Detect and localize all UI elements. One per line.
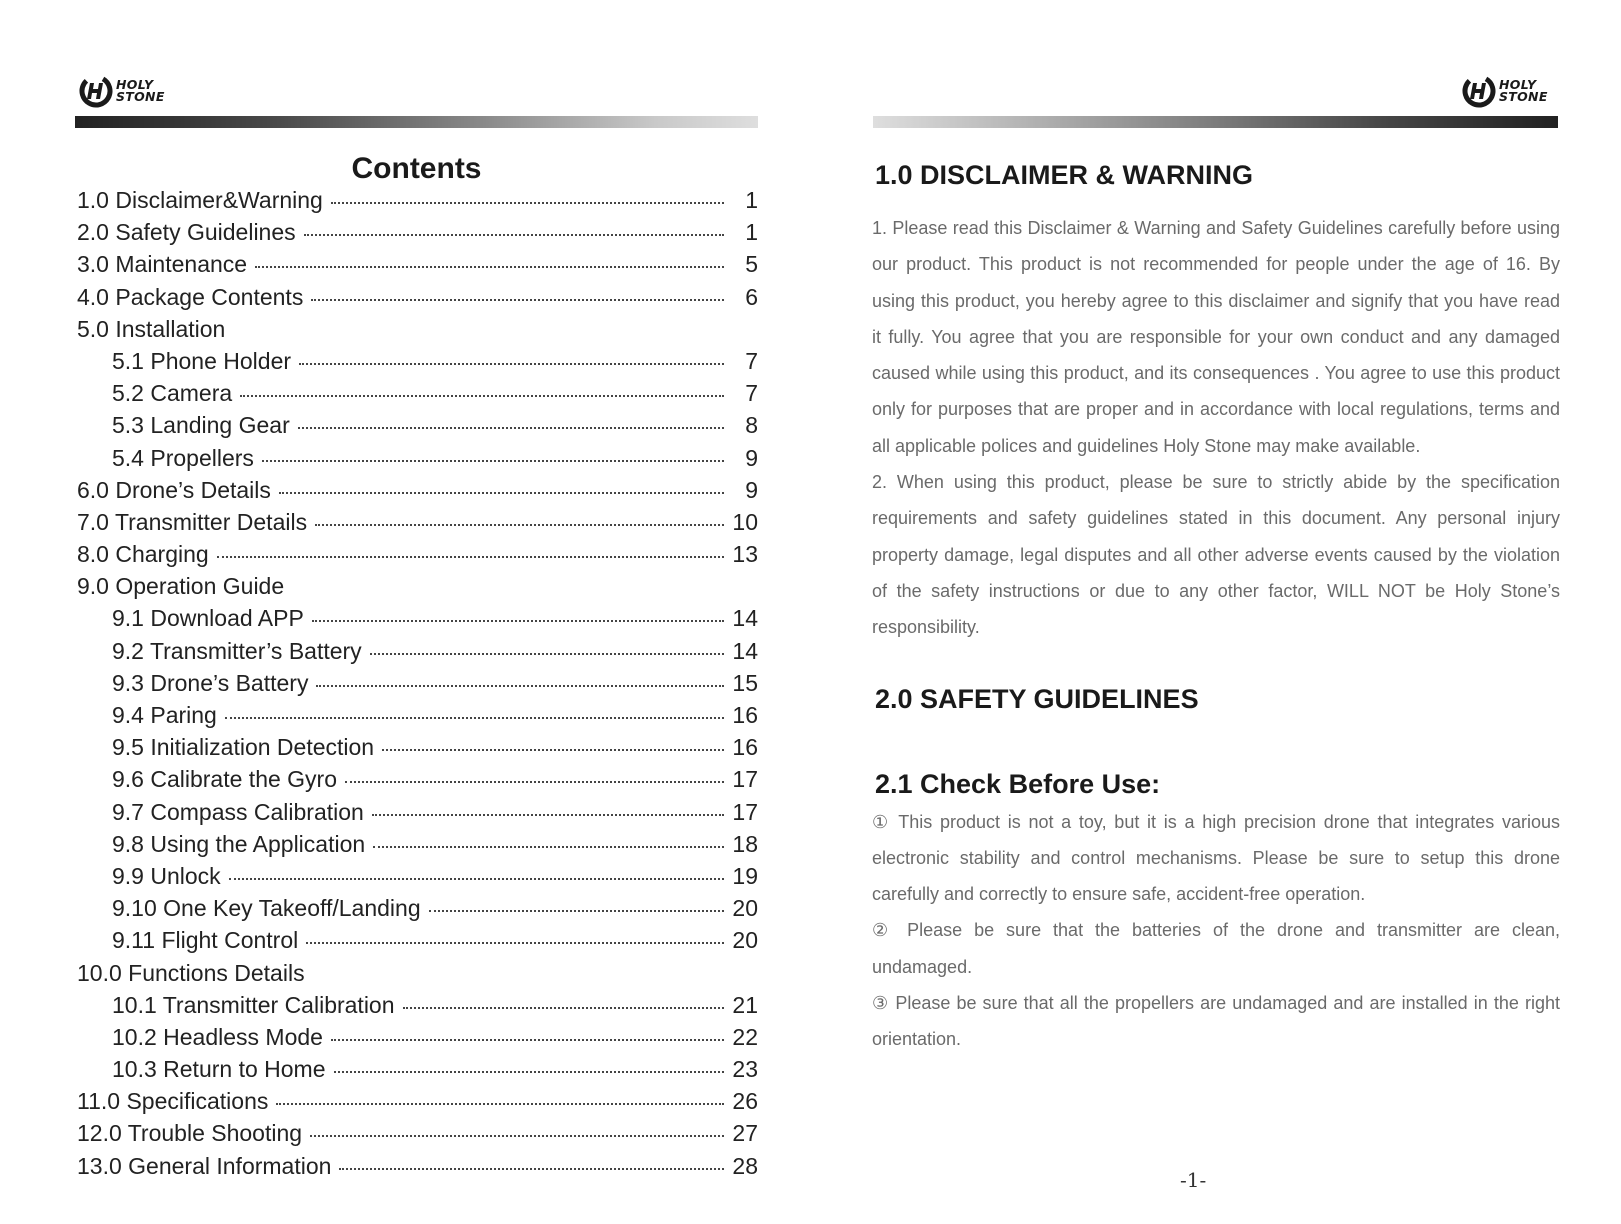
toc-dot-leader [372,810,724,816]
toc-entry-label: 10.3 Return to Home [112,1056,326,1083]
toc-entry [77,799,758,831]
brand-line-1: HOLY [116,77,154,92]
toc-entry [77,380,758,412]
toc-entry-label: 6.0 Drone’s Details [77,476,271,503]
toc-entry-page: 1 [745,219,758,246]
holy-stone-logo-icon [1462,74,1496,108]
toc-entry-page: 22 [732,1023,758,1050]
toc-dot-leader [240,391,724,397]
toc-entry-page: 21 [732,991,758,1018]
toc-entry [77,251,758,283]
toc-entry-label: 5.1 Phone Holder [112,347,292,374]
brand-logo [1462,74,1548,108]
toc-entry-page: 6 [745,283,758,310]
toc-entry-label: 8.0 Charging [77,541,209,568]
toc-entry-page: 17 [732,766,758,793]
toc-entry-page: 15 [732,669,758,696]
toc-entry-label: 7.0 Transmitter Details [77,508,308,535]
safety-heading: 2.0 SAFETY GUIDELINES [875,683,1199,714]
toc-dot-leader [304,230,724,236]
toc-dot-leader [310,1131,724,1137]
toc-entry-page: 5 [745,251,758,278]
toc-dot-leader [373,842,724,848]
toc-entry [77,541,758,573]
page-number: -1- [1180,1168,1207,1192]
brand-line-2: STONE [116,89,165,104]
toc-entry [77,1153,758,1185]
toc-entry [77,605,758,637]
toc-entry-label: 9.5 Initialization Detection [112,734,375,761]
toc-entry-label: 9.4 Paring [112,702,217,728]
toc-dot-leader [298,423,724,429]
toc-entry [77,992,758,1024]
toc-entry-page: 16 [732,702,758,728]
toc-dot-leader [382,745,724,751]
toc-entry [77,348,758,380]
toc-entry-page: 14 [732,637,758,664]
toc-entry-label: 3.0 Maintenance [77,251,248,278]
toc-entry [77,863,758,895]
safety-item: ③ Please be sure that all the propellers are undamaged and are installed in the right orientation. [872,993,1560,1050]
toc-entry-label: 9.10 One Key Takeoff/Landing [112,895,421,922]
toc-entry-label: 2.0 Safety Guidelines [77,219,296,246]
toc-entry-page: 23 [732,1056,758,1083]
right-page [810,0,1621,1224]
toc-dot-leader [299,359,724,365]
toc-dot-leader [334,1067,724,1073]
toc-entry [77,734,758,766]
toc-entry-label: 4.0 Package Contents [77,283,304,310]
toc-dot-leader [315,520,724,526]
toc-dot-leader [255,262,724,268]
toc-entry-page: 19 [732,862,758,889]
toc-dot-leader [312,616,724,622]
toc-dot-leader [331,1035,724,1041]
table-of-contents [77,187,758,1185]
toc-entry-page: 10 [732,508,758,535]
toc-entry-label: 9.8 Using the Application [112,830,366,857]
disclaimer-paragraph: 1. Please read this Disclaimer & Warning and Safety Guidelines carefully before using our product. This product is not recommended for people under the age of 16. By using this product, you hereby agree to this disclaimer and signify that you have read it fully. You agree that you are responsible for your own conduct and any damaged caused while using this product, and its consequences . You agree to use this product only for purposes that are proper and in accordance with local regulations, terms and all applicable polices and guidelines Holy Stone may make available. [872,218,1560,456]
toc-entry-label: 10.1 Transmitter Calibration [112,991,395,1018]
toc-dot-leader [262,456,724,462]
toc-entry [77,1120,758,1152]
toc-entry-label: 5.0 Installation [77,315,226,342]
toc-entry-page: 9 [745,444,758,471]
toc-entry [77,412,758,444]
toc-entry-label: 10.0 Functions Details [77,959,305,986]
toc-entry-label: 11.0 Specifications [77,1088,269,1115]
toc-dot-leader [311,295,724,301]
toc-entry [77,573,758,605]
toc-entry [77,316,758,348]
toc-dot-leader [429,906,724,912]
toc-entry [77,477,758,509]
toc-entry-page: 13 [732,541,758,568]
left-page [0,0,810,1224]
toc-dot-leader [306,938,724,944]
toc-entry-label: 5.2 Camera [112,380,233,407]
brand-logo [79,74,165,108]
toc-entry [77,1056,758,1088]
toc-entry-label: 9.1 Download APP [112,605,304,632]
toc-entry [77,284,758,316]
toc-entry-page: 9 [745,476,758,503]
toc-entry-page: 28 [732,1152,758,1179]
toc-entry [77,831,758,863]
toc-entry [77,219,758,251]
toc-dot-leader [217,552,724,558]
toc-entry-label: 9.11 Flight Control [112,927,299,954]
toc-entry-label: 9.3 Drone’s Battery [112,669,309,696]
toc-dot-leader [276,1099,724,1105]
toc-entry-label: 9.6 Calibrate the Gyro [112,766,338,793]
toc-entry-page: 16 [732,734,758,761]
toc-dot-leader [403,1003,724,1009]
header-gradient-bar [873,116,1558,128]
toc-entry-page: 14 [732,605,758,632]
toc-entry-page: 27 [732,1120,758,1147]
toc-entry-page: 7 [745,380,758,407]
toc-entry [77,670,758,702]
toc-dot-leader [316,681,724,687]
toc-entry [77,445,758,477]
header-gradient-bar [75,116,758,128]
toc-entry [77,895,758,927]
disclaimer-heading: 1.0 DISCLAIMER & WARNING [875,160,1254,190]
toc-entry-page: 17 [732,798,758,825]
toc-entry-page: 8 [745,412,758,439]
toc-title: Contents [351,152,482,185]
toc-dot-leader [345,777,724,783]
toc-entry-page: 18 [732,830,758,857]
toc-entry [77,509,758,541]
toc-entry [77,1024,758,1056]
toc-entry-label: 9.0 Operation Guide [77,573,285,600]
toc-entry-page: 20 [732,895,758,922]
holy-stone-logo-icon [79,74,113,108]
toc-entry-page: 7 [745,347,758,374]
toc-entry [77,766,758,798]
toc-entry-label: 10.2 Headless Mode [112,1023,323,1050]
toc-entry-page: 1 [745,187,758,213]
toc-dot-leader [339,1164,724,1170]
toc-entry [77,960,758,992]
toc-entry [77,702,758,734]
toc-entry-label: 1.0 Disclaimer&Warning [77,187,323,213]
toc-entry-label: 5.4 Propellers [112,444,254,471]
toc-entry-page: 26 [732,1088,758,1115]
check-before-use-heading: 2.1 Check Before Use: [875,768,1161,799]
toc-entry [77,1088,758,1120]
toc-entry [77,187,758,219]
toc-entry-label: 9.7 Compass Calibration [112,798,364,825]
page-content [872,150,1560,1058]
toc-dot-leader [331,198,724,204]
disclaimer-paragraph: 2. When using this product, please be sure to strictly abide by the specification requirements and safety guidelines stated in this document. Any personal injury property damage, legal disputes and all other adverse events caused by the violation of the safety instructions or due to any other factor, WILL NOT be Holy Stone’s responsibility. [872,472,1560,638]
toc-dot-leader [229,874,724,880]
brand-wordmark [116,79,165,103]
toc-entry-label: 9.9 Unlock [112,862,221,889]
toc-dot-leader [370,649,724,655]
toc-entry [77,927,758,959]
toc-dot-leader [279,488,724,494]
toc-entry-label: 9.2 Transmitter’s Battery [112,637,362,664]
safety-item: ① This product is not a toy, but it is a high precision drone that integrates various electronic stability and control mechanisms. Please be sure to setup this drone carefully and correctly to ensure safe, accident-free operation. [872,811,1560,905]
safety-item: ② Please be sure that the batteries of the drone and transmitter are clean, undamaged. [872,920,1560,977]
toc-entry [77,638,758,670]
brand-line-2: STONE [1499,89,1548,104]
toc-entry-label: 5.3 Landing Gear [112,412,290,439]
toc-entry-label: 12.0 Trouble Shooting [77,1120,303,1147]
toc-entry-label: 13.0 General Information [77,1152,332,1179]
brand-line-1: HOLY [1499,77,1537,92]
toc-entry-page: 20 [732,927,758,954]
brand-wordmark [1499,79,1548,103]
toc-dot-leader [225,713,724,719]
